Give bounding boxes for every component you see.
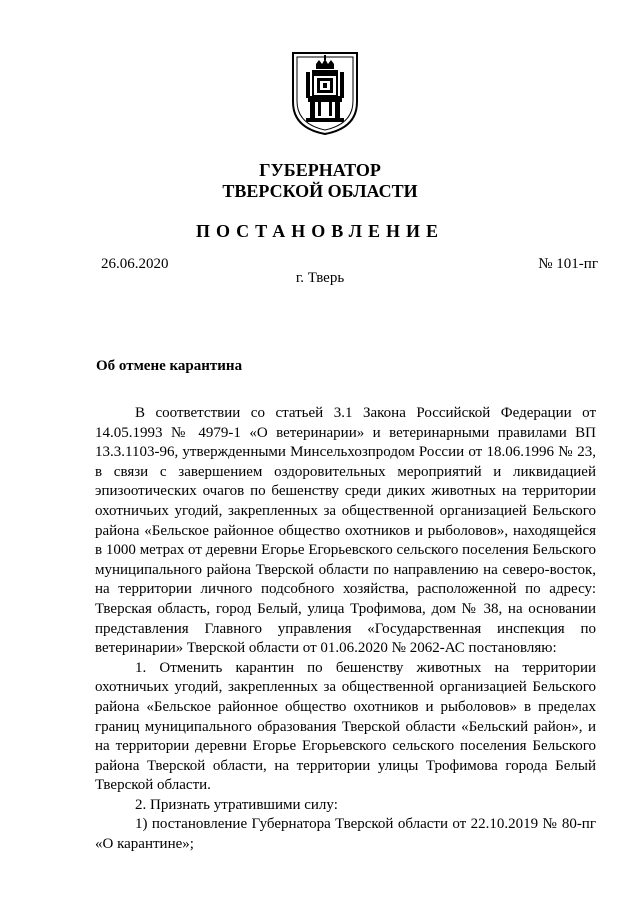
document-number: № 101-пг [538, 256, 598, 272]
clause-2: 2. Признать утратившими силу: [135, 796, 338, 813]
document-place: г. Тверь [295, 270, 345, 286]
authority-title: ГУБЕРНАТОР [259, 160, 381, 180]
document-body [95, 404, 596, 855]
document-type: ПОСТАНОВЛЕНИЕ [195, 221, 445, 241]
preamble-paragraph: В соответствии со статьей 3.1 Закона Российской Федерации от 14.05.1993 № 4979-1 «О ветеринарии» и ветеринарными правилами ВП 13.3.1103-96, утвержденными Минсельхозпродом России от 18.06.1996 № 23, в связи с завершением оздоровительных мероприятий и ликвидацией эпизоотических очагов по бешенству среди диких животных на территории охотничьих угодий, закрепленных за общественной организацией Бельского района «Бельское районное общество охотников и рыболовов», находящейся в 1000 метрах от деревни Егорье Егорьевского сельского поселения Бельского муниципального района Тверской области по направлению на северо-восток, на территории личного подсобного хозяйства, расположенной по адресу: Тверская область, город Белый, улица Трофимова, дом № 38, на основании представления Главного управления «Государственная инспекция по ветеринарии» Тверской области от 01.06.2020 № 2062-АС постановляю: [95, 405, 596, 657]
clause-2-subitem-1: 1) постановление Губернатора Тверской области от 22.10.2019 № 80-пг «О карантине»; [95, 816, 596, 853]
issuing-authority [0, 160, 640, 202]
coat-of-arms-icon [290, 50, 360, 136]
clause-1: 1. Отменить карантин по бешенству животных на территории охотничьих угодий, закрепленных за общественной организацией Бельского района «Бельское районное общество охотников и рыболовов» в пределах границ муниципального образования Тверской области «Бельский район», и на территории деревни Егорье Егорьевского сельского поселения Бельского района Тверской области, на территории улицы Трофимова города Белый Тверской области. [95, 659, 596, 794]
document-subject: Об отмене карантина [96, 358, 243, 374]
authority-region: ТВЕРСКОЙ ОБЛАСТИ [222, 181, 418, 201]
document-date: 26.06.2020 [101, 256, 169, 272]
